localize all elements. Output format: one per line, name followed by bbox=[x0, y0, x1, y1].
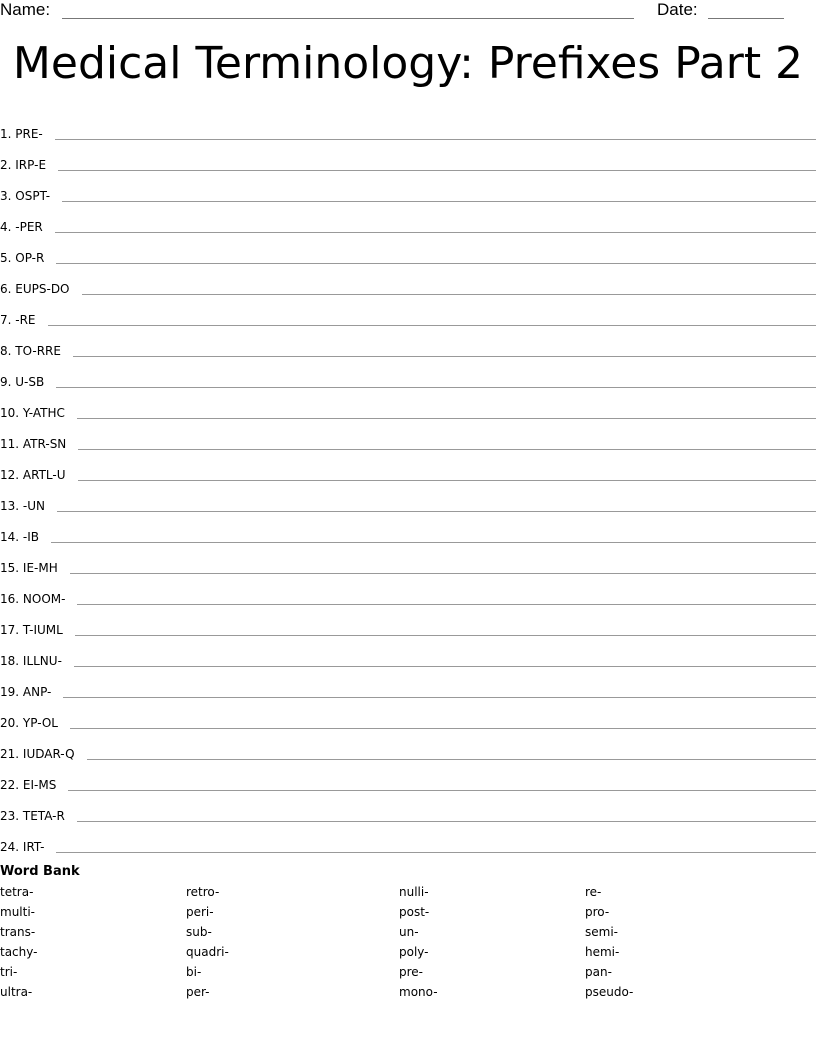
word-bank-term: bi- bbox=[186, 965, 202, 979]
question-row bbox=[0, 669, 816, 700]
question-row bbox=[0, 173, 816, 204]
question-text: 20. YP-OL bbox=[0, 716, 58, 730]
name-field-line[interactable] bbox=[62, 18, 634, 19]
word-bank-term: tri- bbox=[0, 965, 18, 979]
answer-line[interactable] bbox=[75, 635, 816, 636]
word-bank-term: tetra- bbox=[0, 885, 34, 899]
word-bank-term: ultra- bbox=[0, 985, 33, 999]
date-field-line[interactable] bbox=[708, 18, 784, 19]
question-row bbox=[0, 576, 816, 607]
question-row bbox=[0, 452, 816, 483]
worksheet-header bbox=[0, 0, 816, 24]
word-bank-term: retro- bbox=[186, 885, 220, 899]
answer-line[interactable] bbox=[51, 542, 816, 543]
question-text: 15. IE-MH bbox=[0, 561, 58, 575]
answer-line[interactable] bbox=[73, 356, 816, 357]
question-row bbox=[0, 142, 816, 173]
answer-line[interactable] bbox=[77, 604, 816, 605]
question-row bbox=[0, 638, 816, 669]
answer-line[interactable] bbox=[70, 573, 816, 574]
question-text: 21. IUDAR-Q bbox=[0, 747, 75, 761]
word-bank-term: per- bbox=[186, 985, 210, 999]
answer-line[interactable] bbox=[70, 728, 816, 729]
date-label: Date: bbox=[657, 0, 698, 19]
word-bank-column bbox=[186, 884, 229, 1004]
answer-line[interactable] bbox=[82, 294, 816, 295]
question-list bbox=[0, 111, 816, 855]
word-bank-term: pre- bbox=[399, 965, 423, 979]
answer-line[interactable] bbox=[77, 821, 816, 822]
word-bank-title: Word Bank bbox=[0, 864, 80, 879]
word-bank-term: tachy- bbox=[0, 945, 38, 959]
word-bank-term: nulli- bbox=[399, 885, 429, 899]
word-bank bbox=[0, 864, 816, 1014]
question-text: 13. -UN bbox=[0, 499, 45, 513]
word-bank-term: mono- bbox=[399, 985, 438, 999]
question-row bbox=[0, 328, 816, 359]
question-row bbox=[0, 111, 816, 142]
answer-line[interactable] bbox=[68, 790, 816, 791]
answer-line[interactable] bbox=[48, 325, 816, 326]
answer-line[interactable] bbox=[56, 387, 816, 388]
question-row bbox=[0, 390, 816, 421]
word-bank-term: multi- bbox=[0, 905, 35, 919]
question-row bbox=[0, 359, 816, 390]
question-text: 6. EUPS-DO bbox=[0, 282, 70, 296]
question-text: 11. ATR-SN bbox=[0, 437, 67, 451]
question-text: 10. Y-ATHC bbox=[0, 406, 65, 420]
word-bank-term: quadri- bbox=[186, 945, 229, 959]
answer-line[interactable] bbox=[78, 480, 816, 481]
question-row bbox=[0, 731, 816, 762]
question-text: 24. IRT- bbox=[0, 840, 45, 854]
question-row bbox=[0, 514, 816, 545]
question-text: 19. ANP- bbox=[0, 685, 52, 699]
answer-line[interactable] bbox=[55, 139, 816, 140]
question-row bbox=[0, 483, 816, 514]
question-row bbox=[0, 762, 816, 793]
answer-line[interactable] bbox=[62, 201, 816, 202]
word-bank-term: poly- bbox=[399, 945, 429, 959]
question-text: 14. -IB bbox=[0, 530, 39, 544]
answer-line[interactable] bbox=[87, 759, 816, 760]
question-text: 4. -PER bbox=[0, 220, 43, 234]
word-bank-term: pan- bbox=[585, 965, 612, 979]
answer-line[interactable] bbox=[77, 418, 816, 419]
question-row bbox=[0, 421, 816, 452]
question-row bbox=[0, 297, 816, 328]
question-text: 16. NOOM- bbox=[0, 592, 66, 606]
question-text: 12. ARTL-U bbox=[0, 468, 66, 482]
answer-line[interactable] bbox=[58, 170, 816, 171]
answer-line[interactable] bbox=[78, 449, 816, 450]
question-row bbox=[0, 204, 816, 235]
question-row bbox=[0, 266, 816, 297]
question-text: 2. IRP-E bbox=[0, 158, 47, 172]
question-text: 3. OSPT- bbox=[0, 189, 51, 203]
word-bank-column bbox=[585, 884, 633, 1004]
question-text: 7. -RE bbox=[0, 313, 36, 327]
question-text: 8. TO-RRE bbox=[0, 344, 61, 358]
question-row bbox=[0, 235, 816, 266]
question-text: 1. PRE- bbox=[0, 127, 43, 141]
word-bank-term: post- bbox=[399, 905, 430, 919]
question-row bbox=[0, 700, 816, 731]
name-label: Name: bbox=[0, 0, 51, 19]
question-text: 17. T-IUML bbox=[0, 623, 63, 637]
word-bank-grid bbox=[0, 884, 816, 1014]
answer-line[interactable] bbox=[56, 852, 816, 853]
question-text: 5. OP-R bbox=[0, 251, 45, 265]
word-bank-term: pseudo- bbox=[585, 985, 634, 999]
question-text: 22. EI-MS bbox=[0, 778, 57, 792]
answer-line[interactable] bbox=[57, 511, 816, 512]
question-row bbox=[0, 824, 816, 855]
word-bank-term: re- bbox=[585, 885, 602, 899]
word-bank-term: pro- bbox=[585, 905, 610, 919]
answer-line[interactable] bbox=[56, 263, 816, 264]
question-text: 18. ILLNU- bbox=[0, 654, 62, 668]
word-bank-term: un- bbox=[399, 925, 419, 939]
word-bank-term: sub- bbox=[186, 925, 212, 939]
word-bank-term: peri- bbox=[186, 905, 214, 919]
question-row bbox=[0, 607, 816, 638]
word-bank-column bbox=[0, 884, 37, 1004]
answer-line[interactable] bbox=[63, 697, 816, 698]
word-bank-term: hemi- bbox=[585, 945, 620, 959]
word-bank-column bbox=[399, 884, 438, 1004]
question-text: 23. TETA-R bbox=[0, 809, 65, 823]
question-row bbox=[0, 793, 816, 824]
answer-line[interactable] bbox=[74, 666, 816, 667]
word-bank-term: semi- bbox=[585, 925, 618, 939]
question-row bbox=[0, 545, 816, 576]
word-bank-term: trans- bbox=[0, 925, 36, 939]
worksheet-title: Medical Terminology: Prefixes Part 2 bbox=[12, 38, 804, 89]
answer-line[interactable] bbox=[55, 232, 816, 233]
question-text: 9. U-SB bbox=[0, 375, 45, 389]
